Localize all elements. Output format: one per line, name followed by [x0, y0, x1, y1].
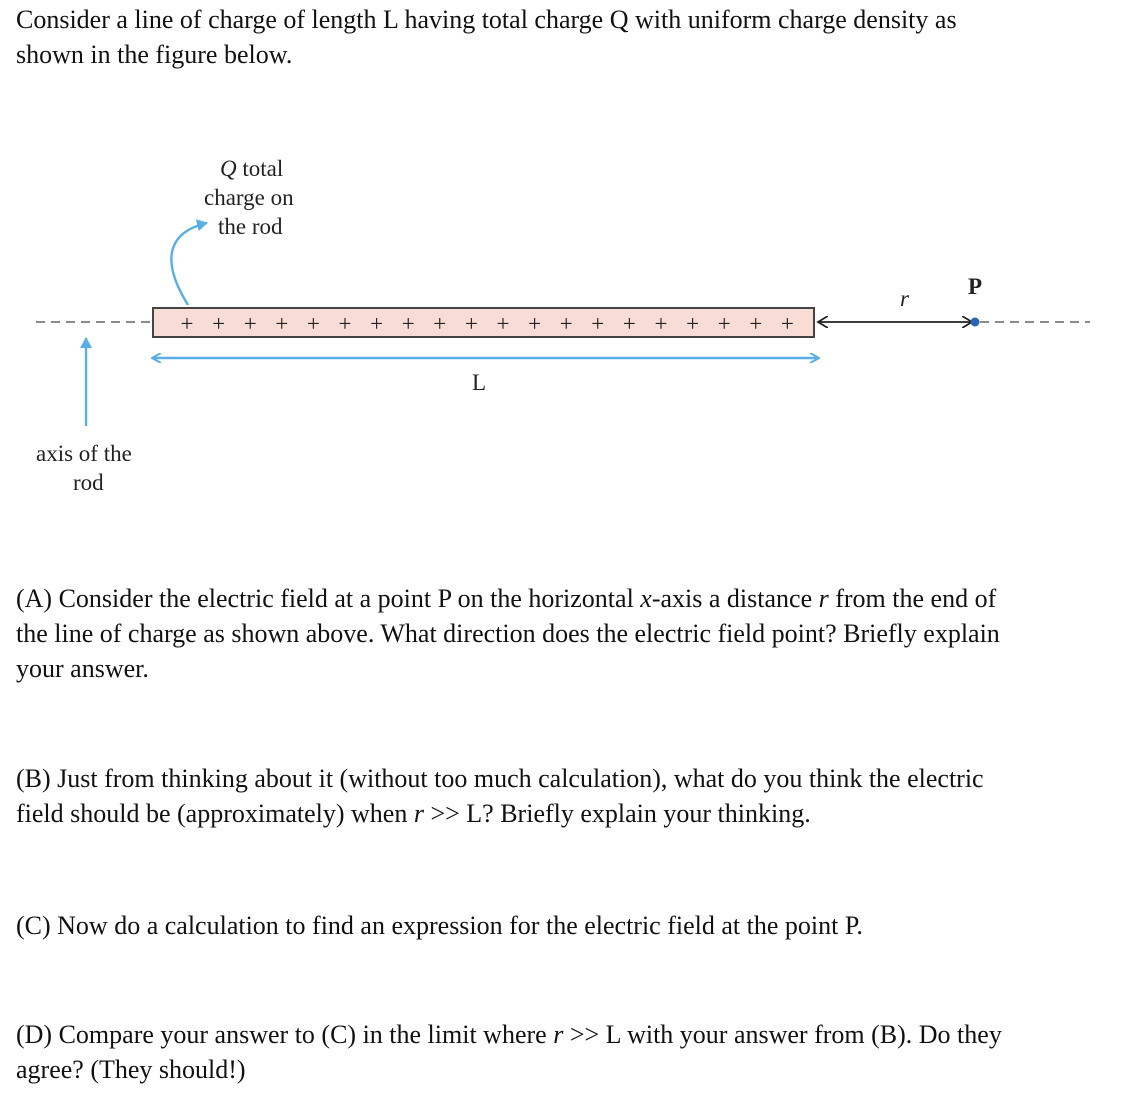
point-p — [971, 318, 980, 327]
plus-charge: + — [496, 311, 510, 336]
plus-charge: + — [401, 311, 415, 336]
plus-charge: + — [338, 311, 352, 336]
plus-charge: + — [464, 311, 478, 336]
charged-rod-figure — [0, 140, 1132, 510]
length-label: L — [472, 370, 487, 395]
plus-charge: + — [591, 311, 605, 336]
plus-charge: + — [749, 311, 763, 336]
plus-charge: + — [370, 311, 384, 336]
p-label: P — [968, 274, 983, 299]
r-label: r — [900, 286, 909, 311]
charge-label-arrow — [171, 223, 207, 305]
axis-label-line-1: axis of the — [36, 441, 132, 466]
intro-text — [16, 2, 1116, 72]
plus-charge: + — [717, 311, 731, 336]
plus-charge: + — [212, 311, 226, 336]
plus-charge: + — [686, 311, 700, 336]
charge-label-line-2: charge on — [204, 185, 294, 210]
axis-label-line-2: rod — [73, 470, 104, 495]
plus-charge: + — [243, 311, 257, 336]
charge-label-line-3: the rod — [218, 214, 283, 239]
plus-charge: + — [654, 311, 668, 336]
plus-charge: + — [559, 311, 573, 336]
question-b: (B) Just from thinking about it (without too much calculation), what do you think the electric field should be (approximately) when r >> L? Briefly explain your thinking. — [16, 764, 984, 828]
plus-charge: + — [275, 311, 289, 336]
plus-charge: + — [780, 311, 794, 336]
plus-charge: + — [306, 311, 320, 336]
question-c: (C) Now do a calculation to find an expression for the electric field at the point P. — [16, 911, 863, 940]
plus-charge: + — [622, 311, 636, 336]
question-d: (D) Compare your answer to (C) in the limit where r >> L with your answer from (B). Do they agree? (They should!) — [16, 1020, 1002, 1084]
plus-charge: + — [528, 311, 542, 336]
intro-line-1: Consider a line of charge of length L having total charge Q with uniform charge density as — [16, 5, 957, 34]
intro-line-2: shown in the figure below. — [16, 40, 293, 69]
charge-label-line-1: Q total — [220, 156, 284, 181]
plus-charge: + — [180, 311, 194, 336]
plus-charge: + — [433, 311, 447, 336]
question-a: (A) Consider the electric field at a point P on the horizontal x-axis a distance r from the end of the line of charge as shown above. What direction does the electric field point? Briefly explain your answer. — [16, 584, 1000, 683]
